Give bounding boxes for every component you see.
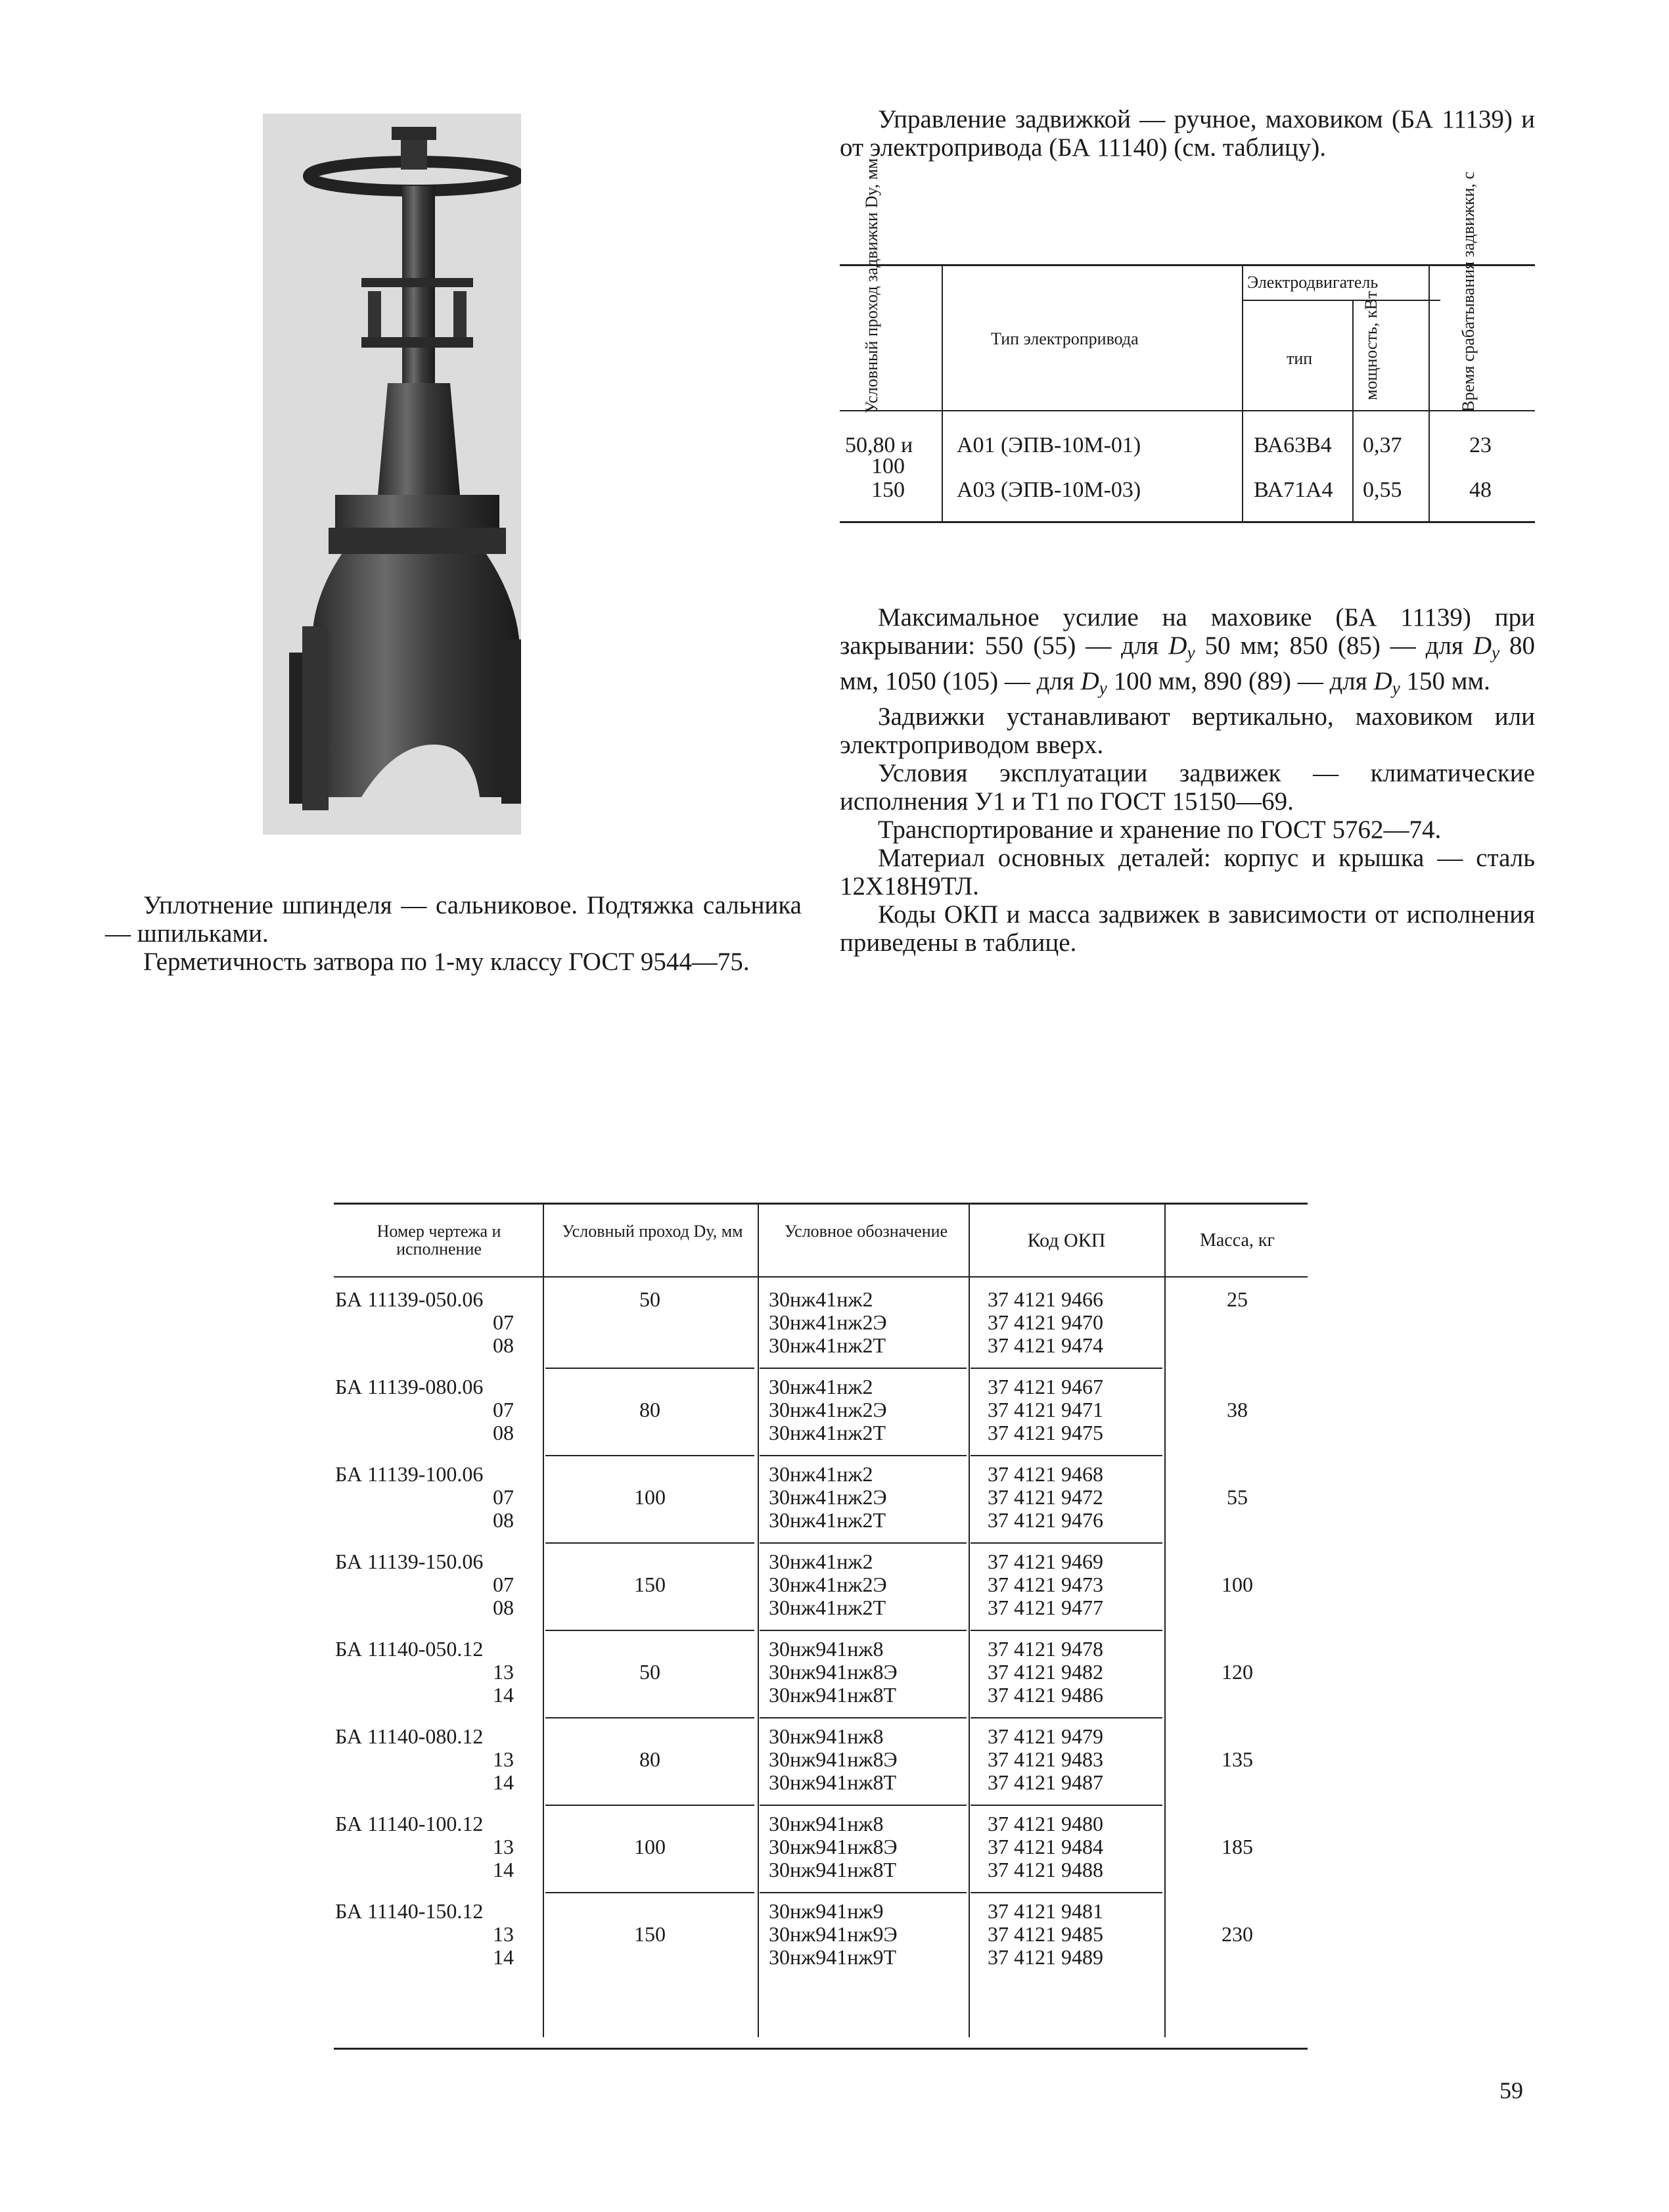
table-cell: 08 [493,1596,514,1619]
table-cell: 14 [493,1683,514,1707]
table-cell: 30нж41нж2Т [769,1333,886,1357]
page-number: 59 [1499,2077,1523,2104]
power-cell: 0,37 [1363,433,1402,457]
table-cell: 30нж941нж8Т [769,1858,897,1881]
table-cell: 150 [634,1573,666,1596]
max-force-paragraph: Максимальное усилие на маховике (БА 11139) при закрывании: 550 (55) — для $D_у$ 50 мм; 850 (85) — для $D_у$ 80 мм, 1050 (105) — для $D_у$ 100 мм, 890 (89) — для $D_у$ 150 мм. [840,603,1536,698]
row-separator [971,1542,1162,1544]
time-cell: 48 [1469,478,1492,502]
table-cell: БА 11140-100.12 [335,1812,484,1835]
table-rule [1242,300,1440,301]
table-rule [942,264,943,522]
drive-table [840,158,1535,523]
table-cell: 37 4121 9477 [988,1596,1103,1619]
drawing-header: Номер чертежа и исполнение [377,1222,501,1258]
table-cell: 37 4121 9486 [988,1683,1103,1707]
table-cell: 25 [1227,1287,1248,1311]
table-cell: 30нж41нж2Т [769,1421,886,1444]
table-cell: 37 4121 9474 [988,1333,1103,1357]
table-cell: 37 4121 9479 [988,1724,1103,1748]
row-separator [545,1630,754,1631]
drive-type-header: Тип электропривода [991,329,1139,348]
table-cell: 100 [634,1485,666,1509]
table-cell: 13 [493,1660,514,1684]
row-separator [760,1717,967,1718]
motor-type-header: тип [1287,349,1313,368]
gate-valve-photo [263,114,521,835]
tightness-paragraph: Герметичность затвора по 1-му классу ГОСТ 9544—75. [143,948,750,976]
row-separator [971,1368,1162,1369]
designation-header: Условное обозначение [784,1222,948,1241]
row-separator [971,1630,1162,1631]
table-cell: 37 4121 9469 [988,1550,1103,1573]
row-separator [971,1717,1162,1718]
table-cell: 80 [639,1398,660,1421]
table-cell: 30нж941нж8Т [769,1770,897,1794]
motor-cell: ВА63В4 [1254,433,1332,457]
row-separator [971,1455,1162,1456]
drive-cell: А03 (ЭПВ-10М-03) [957,478,1141,502]
table-rule [1242,264,1243,522]
okp-table [334,1203,1308,2050]
table-cell: 37 4121 9468 [988,1462,1103,1486]
table-cell: 30нж41нж2Э [769,1573,887,1596]
table-row [334,1288,1308,1375]
table-cell: 37 4121 9470 [988,1310,1103,1334]
row-separator [760,1805,967,1806]
table-cell: 30нж941нж8Э [769,1747,898,1771]
table-cell: 07 [493,1398,514,1421]
row-separator [545,1892,754,1893]
table-cell: 185 [1222,1835,1253,1858]
table-cell: 38 [1227,1398,1248,1421]
table-row [334,1638,1308,1725]
table-cell: 30нж41нж2Т [769,1596,886,1619]
material-paragraph: Материал основных деталей: корпус и крышка — сталь 12Х18Н9ТЛ. [840,843,1535,900]
table-cell: 30нж941нж8Э [769,1660,898,1684]
table-cell: БА 11140-080.12 [335,1724,484,1748]
table-cell: 37 4121 9485 [988,1922,1103,1946]
table-cell: 08 [493,1421,514,1444]
row-separator [760,1892,967,1893]
drive-cell: А01 (ЭПВ-10М-01) [957,433,1141,457]
table-cell: БА 11140-050.12 [335,1637,484,1661]
table-cell: 80 [639,1747,660,1771]
table-rule [840,264,1535,266]
table-cell: 30нж41нж2 [769,1375,873,1398]
dy-cell: 100 [871,454,905,478]
table-cell: 30нж941нж9Э [769,1922,898,1946]
table-cell: 30нж941нж8Т [769,1683,897,1707]
codes-paragraph: Коды ОКП и масса задвижек в зависимости от исполнения приведены в таблице. [840,900,1535,957]
table-row [334,1375,1308,1463]
power-cell: 0,55 [1363,478,1402,502]
table-rule [840,521,1535,523]
table-cell: 37 4121 9475 [988,1421,1103,1444]
table-cell: 37 4121 9476 [988,1508,1103,1532]
table-cell: 08 [493,1508,514,1532]
table-cell: 135 [1222,1747,1253,1771]
row-separator [760,1630,967,1631]
table-cell: 30нж941нж8 [769,1812,884,1835]
table-cell: 30нж941нж8Э [769,1835,898,1858]
table-cell: 100 [1222,1573,1253,1596]
row-separator [760,1368,967,1369]
table-cell: 150 [634,1922,666,1946]
time-cell: 23 [1469,433,1492,457]
table-cell: 14 [493,1945,514,1969]
table-rule [334,1276,1308,1278]
table-cell: БА 11140-150.12 [335,1899,484,1923]
left-text-block [105,891,802,976]
row-separator [760,1542,967,1544]
table-cell: 30нж41нж2 [769,1550,873,1573]
table-cell: БА 11139-050.06 [335,1287,484,1311]
row-separator [545,1805,754,1806]
table-cell: 07 [493,1485,514,1509]
table-cell: 30нж41нж2 [769,1462,873,1486]
table-cell: 37 4121 9466 [988,1287,1103,1311]
installation-paragraph: Задвижки устанавливают вертикально, маховиком или электроприводом вверх. [840,702,1535,759]
table-row [334,1550,1308,1638]
table-cell: 37 4121 9481 [988,1899,1103,1923]
table-cell: 37 4121 9472 [988,1485,1103,1509]
table-cell: 30нж41нж2 [769,1287,873,1311]
mass-header: Масса, кг [1199,1230,1275,1251]
table-cell: 37 4121 9478 [988,1637,1103,1661]
table-row [334,1463,1308,1550]
table-cell: 30нж41нж2Э [769,1398,887,1421]
table-rule [334,2048,1308,2050]
table-row [334,1900,1308,1987]
table-cell: 50 [639,1287,660,1311]
table-cell: 14 [493,1858,514,1881]
table-rule [1352,301,1354,522]
right-text-block [840,603,1535,957]
table-cell: 13 [493,1747,514,1771]
table-cell: 07 [493,1573,514,1596]
table-cell: БА 11139-100.06 [335,1462,484,1486]
table-cell: 37 4121 9482 [988,1660,1103,1684]
table-cell: 37 4121 9487 [988,1770,1103,1794]
table-cell: 230 [1222,1922,1253,1946]
table-cell: 30нж941нж9 [769,1899,884,1923]
table-cell: 30нж941нж8 [769,1724,884,1748]
table-rule [334,1203,1308,1205]
okp-header: Код ОКП [1027,1230,1106,1251]
row-separator [971,1892,1162,1893]
motor-cell: ВА71А4 [1254,478,1333,502]
transport-paragraph: Транспортирование и хранение по ГОСТ 5762—74. [878,815,1442,844]
table-cell: 100 [634,1835,666,1858]
table-rule [840,410,1535,411]
table-cell: 13 [493,1922,514,1946]
table-cell: 37 4121 9480 [988,1812,1103,1835]
table-cell: 30нж41нж2Т [769,1508,886,1532]
table-cell: 120 [1222,1660,1253,1684]
table-cell: БА 11139-080.06 [335,1375,484,1398]
table-cell: 30нж941нж8 [769,1637,884,1661]
table-cell: 14 [493,1770,514,1794]
table-cell: 37 4121 9489 [988,1945,1103,1969]
table-cell: 08 [493,1333,514,1357]
gate-valve-illustration [263,114,521,835]
row-separator [545,1717,754,1718]
dy-header: Условный проход задвижки Dy, мм [862,158,881,413]
table-cell: 37 4121 9473 [988,1573,1103,1596]
table-cell: 37 4121 9484 [988,1835,1103,1858]
control-paragraph: Управление задвижкой — ручное, маховиком (БА 11139) и от электропривода (БА 11140) (см. таблицу). [840,105,1535,162]
row-separator [545,1542,754,1544]
row-separator [971,1805,1162,1806]
table-cell: 37 4121 9467 [988,1375,1103,1398]
row-separator [545,1455,754,1456]
row-separator [760,1455,967,1456]
table-cell: 37 4121 9471 [988,1398,1103,1421]
table-cell: 13 [493,1835,514,1858]
table-cell: 50 [639,1660,660,1684]
conditions-paragraph: Условия эксплуатации задвижек — климатические исполнения У1 и Т1 по ГОСТ 15150—69. [840,758,1535,816]
table-cell: 30нж941нж9Т [769,1945,897,1969]
dy-cell: 150 [871,478,905,502]
table-cell: 55 [1227,1485,1248,1509]
dy-header: Условный проход Dу, мм [562,1222,743,1241]
table-cell: 37 4121 9483 [988,1747,1103,1771]
table-rule [1429,264,1430,522]
table-cell: 07 [493,1310,514,1334]
table-cell: БА 11139-150.06 [335,1550,484,1573]
table-row [334,1812,1308,1900]
time-header: Время срабатывания задвижки, с [1459,172,1478,412]
motor-power-header: мощность, кВт [1361,290,1381,400]
table-row [334,1725,1308,1812]
dy-cell: 50,80 и [845,433,913,457]
table-cell: 37 4121 9488 [988,1858,1103,1881]
row-separator [545,1368,754,1369]
table-cell: 30нж41нж2Э [769,1485,887,1509]
motor-header: Электродвигатель [1247,273,1379,292]
seal-paragraph: Уплотнение шпинделя — сальниковое. Подтяжка сальника — шпильками. [105,891,802,948]
table-cell: 30нж41нж2Э [769,1310,887,1334]
